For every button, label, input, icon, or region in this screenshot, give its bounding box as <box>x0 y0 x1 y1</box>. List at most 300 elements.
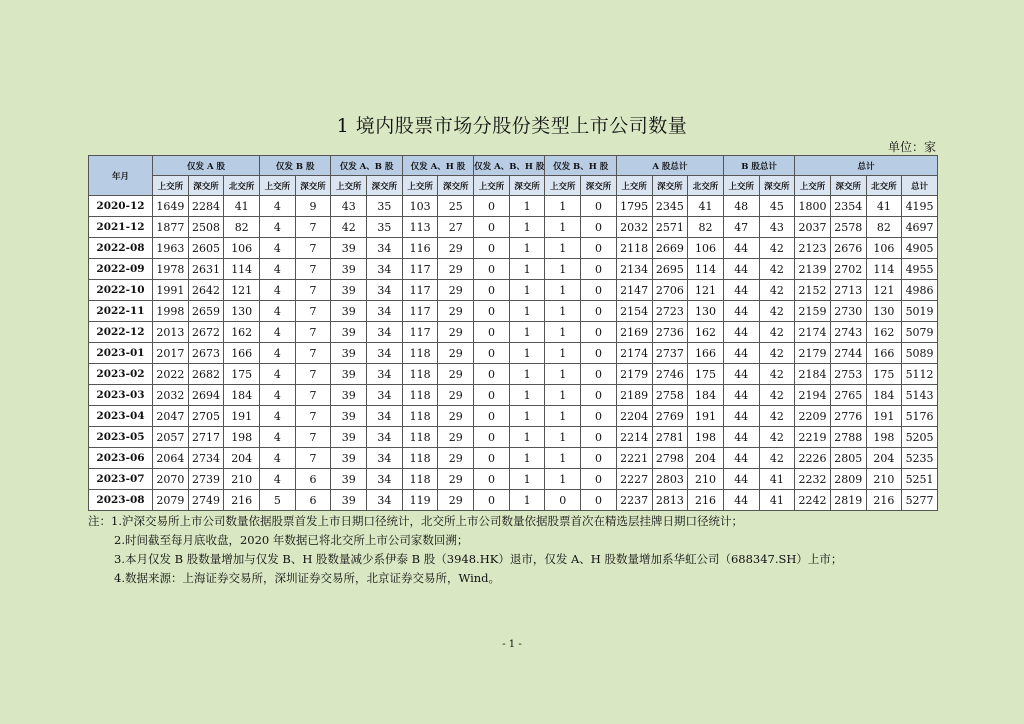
value-cell: 2047 <box>153 406 189 427</box>
value-cell: 2669 <box>652 238 688 259</box>
value-cell: 114 <box>688 259 724 280</box>
month-cell: 2023-04 <box>89 406 153 427</box>
month-cell: 2021-12 <box>89 217 153 238</box>
value-cell: 166 <box>866 343 902 364</box>
value-cell: 5176 <box>902 406 938 427</box>
value-cell: 2508 <box>188 217 224 238</box>
value-cell: 118 <box>402 469 438 490</box>
value-cell: 44 <box>723 490 759 511</box>
value-cell: 5079 <box>902 322 938 343</box>
value-cell: 44 <box>723 427 759 448</box>
value-cell: 106 <box>688 238 724 259</box>
group-header: A 股总计 <box>616 156 723 176</box>
value-cell: 6 <box>295 469 331 490</box>
value-cell: 1 <box>545 238 581 259</box>
value-cell: 130 <box>866 301 902 322</box>
value-cell: 2017 <box>153 343 189 364</box>
value-cell: 204 <box>688 448 724 469</box>
value-cell: 2219 <box>795 427 831 448</box>
value-cell: 41 <box>866 196 902 217</box>
subcolumn-header: 深交所 <box>830 176 866 196</box>
subcolumn-header: 上交所 <box>260 176 296 196</box>
value-cell: 2769 <box>652 406 688 427</box>
value-cell: 106 <box>866 238 902 259</box>
value-cell: 2070 <box>153 469 189 490</box>
value-cell: 116 <box>402 238 438 259</box>
value-cell: 2152 <box>795 280 831 301</box>
value-cell: 118 <box>402 364 438 385</box>
value-cell: 7 <box>295 427 331 448</box>
value-cell: 5019 <box>902 301 938 322</box>
subcolumn-header: 北交所 <box>224 176 260 196</box>
value-cell: 1 <box>509 364 545 385</box>
value-cell: 43 <box>331 196 367 217</box>
value-cell: 0 <box>581 343 617 364</box>
table-header-groups <box>89 156 938 176</box>
value-cell: 2123 <box>795 238 831 259</box>
value-cell: 34 <box>367 364 403 385</box>
value-cell: 198 <box>866 427 902 448</box>
value-cell: 2659 <box>188 301 224 322</box>
table-row <box>89 490 938 511</box>
value-cell: 2819 <box>830 490 866 511</box>
table-row <box>89 280 938 301</box>
value-cell: 39 <box>331 469 367 490</box>
value-cell: 41 <box>224 196 260 217</box>
value-cell: 1 <box>509 406 545 427</box>
value-cell: 2147 <box>616 280 652 301</box>
value-cell: 7 <box>295 364 331 385</box>
value-cell: 103 <box>402 196 438 217</box>
value-cell: 162 <box>866 322 902 343</box>
value-cell: 1 <box>509 301 545 322</box>
value-cell: 2631 <box>188 259 224 280</box>
value-cell: 0 <box>581 469 617 490</box>
value-cell: 27 <box>438 217 474 238</box>
value-cell: 5089 <box>902 343 938 364</box>
value-cell: 0 <box>474 427 510 448</box>
value-cell: 29 <box>438 259 474 280</box>
value-cell: 130 <box>224 301 260 322</box>
value-cell: 2284 <box>188 196 224 217</box>
subcolumn-header: 总计 <box>902 176 938 196</box>
month-cell: 2023-06 <box>89 448 153 469</box>
month-cell: 2023-03 <box>89 385 153 406</box>
value-cell: 2744 <box>830 343 866 364</box>
value-cell: 4 <box>260 259 296 280</box>
value-cell: 29 <box>438 301 474 322</box>
subcolumn-header: 上交所 <box>723 176 759 196</box>
value-cell: 4 <box>260 406 296 427</box>
value-cell: 2174 <box>795 322 831 343</box>
value-cell: 2758 <box>652 385 688 406</box>
value-cell: 118 <box>402 343 438 364</box>
value-cell: 29 <box>438 385 474 406</box>
value-cell: 162 <box>224 322 260 343</box>
subcolumn-header: 上交所 <box>545 176 581 196</box>
value-cell: 2798 <box>652 448 688 469</box>
value-cell: 117 <box>402 280 438 301</box>
subcolumn-header: 深交所 <box>438 176 474 196</box>
value-cell: 0 <box>581 490 617 511</box>
table-body <box>89 196 938 511</box>
value-cell: 1 <box>509 490 545 511</box>
value-cell: 39 <box>331 301 367 322</box>
value-cell: 2695 <box>652 259 688 280</box>
value-cell: 106 <box>224 238 260 259</box>
value-cell: 39 <box>331 322 367 343</box>
value-cell: 42 <box>331 217 367 238</box>
value-cell: 2118 <box>616 238 652 259</box>
value-cell: 2037 <box>795 217 831 238</box>
value-cell: 1 <box>545 385 581 406</box>
value-cell: 1800 <box>795 196 831 217</box>
value-cell: 2209 <box>795 406 831 427</box>
value-cell: 1 <box>545 259 581 280</box>
value-cell: 34 <box>367 427 403 448</box>
value-cell: 2064 <box>153 448 189 469</box>
value-cell: 82 <box>224 217 260 238</box>
value-cell: 1 <box>545 322 581 343</box>
value-cell: 44 <box>723 259 759 280</box>
subcolumn-header: 北交所 <box>866 176 902 196</box>
value-cell: 39 <box>331 343 367 364</box>
value-cell: 175 <box>224 364 260 385</box>
value-cell: 29 <box>438 427 474 448</box>
subcolumn-header: 深交所 <box>188 176 224 196</box>
value-cell: 2765 <box>830 385 866 406</box>
value-cell: 42 <box>759 364 795 385</box>
value-cell: 2194 <box>795 385 831 406</box>
subcolumn-header: 上交所 <box>402 176 438 196</box>
value-cell: 1 <box>509 217 545 238</box>
value-cell: 0 <box>581 196 617 217</box>
value-cell: 7 <box>295 238 331 259</box>
value-cell: 2730 <box>830 301 866 322</box>
value-cell: 2682 <box>188 364 224 385</box>
value-cell: 5143 <box>902 385 938 406</box>
value-cell: 4905 <box>902 238 938 259</box>
value-cell: 42 <box>759 343 795 364</box>
value-cell: 6 <box>295 490 331 511</box>
value-cell: 39 <box>331 238 367 259</box>
value-cell: 0 <box>474 364 510 385</box>
value-cell: 2809 <box>830 469 866 490</box>
value-cell: 82 <box>866 217 902 238</box>
value-cell: 39 <box>331 490 367 511</box>
value-cell: 44 <box>723 448 759 469</box>
value-cell: 7 <box>295 385 331 406</box>
value-cell: 29 <box>438 280 474 301</box>
value-cell: 0 <box>581 385 617 406</box>
value-cell: 2605 <box>188 238 224 259</box>
unit-label: 单位：家 <box>887 140 936 154</box>
value-cell: 7 <box>295 406 331 427</box>
value-cell: 0 <box>474 385 510 406</box>
table-row <box>89 406 938 427</box>
value-cell: 0 <box>474 301 510 322</box>
subcolumn-header: 上交所 <box>795 176 831 196</box>
value-cell: 1795 <box>616 196 652 217</box>
value-cell: 29 <box>438 469 474 490</box>
value-cell: 35 <box>367 196 403 217</box>
value-cell: 2221 <box>616 448 652 469</box>
value-cell: 34 <box>367 238 403 259</box>
value-cell: 29 <box>438 364 474 385</box>
value-cell: 118 <box>402 448 438 469</box>
value-cell: 34 <box>367 385 403 406</box>
value-cell: 184 <box>866 385 902 406</box>
value-cell: 5205 <box>902 427 938 448</box>
value-cell: 2174 <box>616 343 652 364</box>
value-cell: 2139 <box>795 259 831 280</box>
value-cell: 130 <box>688 301 724 322</box>
value-cell: 2676 <box>830 238 866 259</box>
value-cell: 1 <box>545 301 581 322</box>
group-header: 仅发 A、B 股 <box>331 156 402 176</box>
value-cell: 34 <box>367 448 403 469</box>
value-cell: 0 <box>545 490 581 511</box>
value-cell: 2781 <box>652 427 688 448</box>
value-cell: 2673 <box>188 343 224 364</box>
value-cell: 34 <box>367 259 403 280</box>
value-cell: 1 <box>509 238 545 259</box>
table-row <box>89 259 938 280</box>
value-cell: 1 <box>545 196 581 217</box>
subcolumn-header: 深交所 <box>509 176 545 196</box>
value-cell: 7 <box>295 448 331 469</box>
value-cell: 5112 <box>902 364 938 385</box>
value-cell: 5235 <box>902 448 938 469</box>
value-cell: 117 <box>402 301 438 322</box>
value-cell: 7 <box>295 259 331 280</box>
value-cell: 2571 <box>652 217 688 238</box>
month-cell: 2022-10 <box>89 280 153 301</box>
month-cell: 2022-08 <box>89 238 153 259</box>
value-cell: 0 <box>581 427 617 448</box>
month-cell: 2023-01 <box>89 343 153 364</box>
value-cell: 162 <box>688 322 724 343</box>
value-cell: 1 <box>545 448 581 469</box>
value-cell: 113 <box>402 217 438 238</box>
value-cell: 2705 <box>188 406 224 427</box>
value-cell: 1 <box>509 259 545 280</box>
table-row <box>89 238 938 259</box>
value-cell: 2736 <box>652 322 688 343</box>
value-cell: 39 <box>331 427 367 448</box>
value-cell: 44 <box>723 280 759 301</box>
value-cell: 2345 <box>652 196 688 217</box>
value-cell: 191 <box>224 406 260 427</box>
value-cell: 2354 <box>830 196 866 217</box>
footnote: 注：1.沪深交易所上市公司数量依据股票首发上市日期口径统计，北交所上市公司数量依据股票首次在精选层挂牌日期口径统计； <box>88 514 743 528</box>
value-cell: 35 <box>367 217 403 238</box>
value-cell: 41 <box>759 469 795 490</box>
group-header: B 股总计 <box>723 156 794 176</box>
value-cell: 41 <box>688 196 724 217</box>
value-cell: 7 <box>295 322 331 343</box>
page-number: - 1 - <box>502 639 522 650</box>
value-cell: 1998 <box>153 301 189 322</box>
value-cell: 4 <box>260 427 296 448</box>
subcolumn-header: 上交所 <box>331 176 367 196</box>
table-row <box>89 343 938 364</box>
value-cell: 2204 <box>616 406 652 427</box>
value-cell: 204 <box>224 448 260 469</box>
value-cell: 0 <box>581 301 617 322</box>
value-cell: 210 <box>866 469 902 490</box>
value-cell: 1 <box>545 364 581 385</box>
value-cell: 2179 <box>795 343 831 364</box>
value-cell: 5 <box>260 490 296 511</box>
value-cell: 41 <box>759 490 795 511</box>
value-cell: 2788 <box>830 427 866 448</box>
value-cell: 0 <box>581 364 617 385</box>
table-row <box>89 217 938 238</box>
value-cell: 191 <box>866 406 902 427</box>
table-row <box>89 322 938 343</box>
value-cell: 2694 <box>188 385 224 406</box>
value-cell: 1 <box>509 448 545 469</box>
value-cell: 44 <box>723 238 759 259</box>
value-cell: 2702 <box>830 259 866 280</box>
value-cell: 117 <box>402 259 438 280</box>
month-cell: 2023-08 <box>89 490 153 511</box>
value-cell: 2749 <box>188 490 224 511</box>
value-cell: 29 <box>438 448 474 469</box>
value-cell: 0 <box>474 490 510 511</box>
value-cell: 0 <box>474 196 510 217</box>
value-cell: 1 <box>545 427 581 448</box>
value-cell: 5277 <box>902 490 938 511</box>
group-header: 仅发 A、B、H 股 <box>474 156 545 176</box>
subcolumn-header: 深交所 <box>759 176 795 196</box>
group-header: 仅发 B、H 股 <box>545 156 616 176</box>
value-cell: 210 <box>688 469 724 490</box>
value-cell: 118 <box>402 406 438 427</box>
value-cell: 0 <box>474 469 510 490</box>
value-cell: 4 <box>260 322 296 343</box>
value-cell: 166 <box>688 343 724 364</box>
value-cell: 29 <box>438 238 474 259</box>
value-cell: 210 <box>224 469 260 490</box>
value-cell: 34 <box>367 490 403 511</box>
subcolumn-header: 深交所 <box>367 176 403 196</box>
value-cell: 34 <box>367 469 403 490</box>
value-cell: 0 <box>474 280 510 301</box>
value-cell: 4697 <box>902 217 938 238</box>
value-cell: 1649 <box>153 196 189 217</box>
subcolumn-header: 上交所 <box>474 176 510 196</box>
value-cell: 2672 <box>188 322 224 343</box>
value-cell: 2232 <box>795 469 831 490</box>
value-cell: 44 <box>723 343 759 364</box>
value-cell: 34 <box>367 280 403 301</box>
value-cell: 29 <box>438 406 474 427</box>
footnote: 4.数据来源：上海证券交易所，深圳证券交易所，北京证券交易所，Wind。 <box>114 571 501 585</box>
value-cell: 0 <box>474 217 510 238</box>
value-cell: 43 <box>759 217 795 238</box>
value-cell: 34 <box>367 301 403 322</box>
value-cell: 2179 <box>616 364 652 385</box>
value-cell: 118 <box>402 385 438 406</box>
value-cell: 0 <box>581 322 617 343</box>
group-header: 总计 <box>795 156 938 176</box>
value-cell: 1 <box>509 427 545 448</box>
value-cell: 1 <box>509 469 545 490</box>
footnote: 2.时间截至每月底收盘，2020 年数据已将北交所上市公司家数回溯； <box>114 533 469 547</box>
value-cell: 4 <box>260 385 296 406</box>
value-cell: 114 <box>866 259 902 280</box>
value-cell: 4 <box>260 238 296 259</box>
value-cell: 1 <box>545 280 581 301</box>
value-cell: 2032 <box>616 217 652 238</box>
value-cell: 39 <box>331 385 367 406</box>
subcolumn-header: 上交所 <box>153 176 189 196</box>
value-cell: 25 <box>438 196 474 217</box>
value-cell: 2184 <box>795 364 831 385</box>
value-cell: 2803 <box>652 469 688 490</box>
value-cell: 7 <box>295 217 331 238</box>
value-cell: 119 <box>402 490 438 511</box>
value-cell: 82 <box>688 217 724 238</box>
value-cell: 39 <box>331 364 367 385</box>
value-cell: 198 <box>688 427 724 448</box>
value-cell: 2057 <box>153 427 189 448</box>
value-cell: 2813 <box>652 490 688 511</box>
value-cell: 2805 <box>830 448 866 469</box>
value-cell: 45 <box>759 196 795 217</box>
footnotes <box>88 512 842 588</box>
value-cell: 1 <box>509 280 545 301</box>
value-cell: 1 <box>509 385 545 406</box>
value-cell: 114 <box>224 259 260 280</box>
value-cell: 2734 <box>188 448 224 469</box>
value-cell: 118 <box>402 427 438 448</box>
value-cell: 2237 <box>616 490 652 511</box>
value-cell: 4 <box>260 448 296 469</box>
table-row <box>89 364 938 385</box>
value-cell: 198 <box>224 427 260 448</box>
value-cell: 1 <box>509 196 545 217</box>
value-cell: 2159 <box>795 301 831 322</box>
value-cell: 0 <box>581 280 617 301</box>
table-row <box>89 448 938 469</box>
value-cell: 4 <box>260 196 296 217</box>
value-cell: 121 <box>688 280 724 301</box>
value-cell: 4 <box>260 217 296 238</box>
subcolumn-header: 深交所 <box>652 176 688 196</box>
value-cell: 7 <box>295 280 331 301</box>
value-cell: 0 <box>474 343 510 364</box>
value-cell: 2226 <box>795 448 831 469</box>
value-cell: 48 <box>723 196 759 217</box>
value-cell: 42 <box>759 280 795 301</box>
table-row <box>89 427 938 448</box>
value-cell: 0 <box>474 322 510 343</box>
month-cell: 2022-09 <box>89 259 153 280</box>
value-cell: 4 <box>260 364 296 385</box>
value-cell: 1978 <box>153 259 189 280</box>
month-cell: 2022-12 <box>89 322 153 343</box>
subcolumn-header: 北交所 <box>688 176 724 196</box>
value-cell: 4986 <box>902 280 938 301</box>
value-cell: 4 <box>260 301 296 322</box>
subcolumn-header: 深交所 <box>581 176 617 196</box>
value-cell: 2706 <box>652 280 688 301</box>
value-cell: 1877 <box>153 217 189 238</box>
value-cell: 117 <box>402 322 438 343</box>
